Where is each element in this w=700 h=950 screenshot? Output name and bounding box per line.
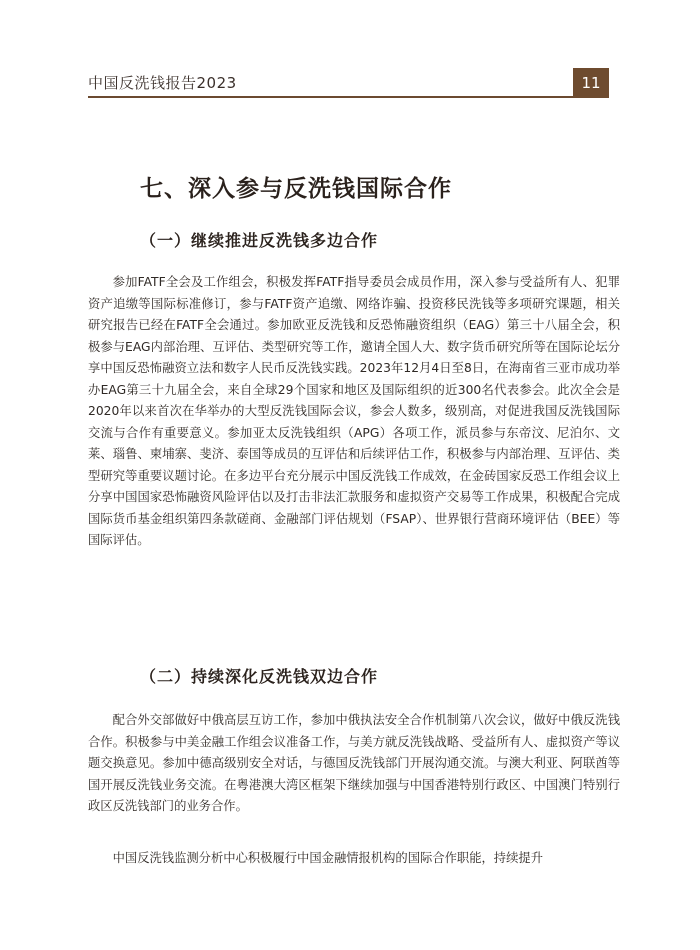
paragraph-fiu-cooperation: 中国反洗钱监测分析中心积极履行中国金融情报机构的国际合作职能，持续提升: [112, 851, 543, 865]
paragraph-multilateral: 参加FATF全会及工作组会，积极发挥FATF指导委员会成员作用，深入参与受益所有人、犯罪资产追缴等国际标准修订，参与FATF资产追缴、网络诈骗、投资移民洗钱等多项研究课题，相关研究报告已经在FATF全会通过。参加欧亚反洗钱和反恐怖融资组织（EAG）第三十八届全会，积极参与EAG内部治理、互评估、类型研究等工作，邀请全国人大、数字货币研究所等在国际论坛分享中国反恐怖融资立法和数字人民币反洗钱实践。2023年12月4日至8日，在海南省三亚市成功举办EAG第三十九届全会，来自全球29个国家和地区及国际组织的近300名代表参会。此次全会是2020年以来首次在华举办的大型反洗钱国际会议，参会人数多，级别高，对促进我国反洗钱国际交流与合作有重要意义。参加亚太反洗钱组织（APG）各项工作，派员参与东帝汶、尼泊尔、文莱、瑙鲁、柬埔寨、斐济、泰国等成员的互评估和后续评估工作，积极参与内部治理、互评估、类型研究等重要议题讨论。在多边平台充分展示中国反洗钱工作成效，在金砖国家反恐工作组会议上分享中国国家恐怖融资风险评估以及打击非法汇款服务和虚拟资产交易等工作成果，积极配合完成国际货币基金组织第四条款磋商、金融部门评估规划（FSAP）、世界银行营商环境评估（BEE）等国际评估。: [88, 275, 620, 547]
section-heading-bilateral: （二）持续深化反洗钱双边合作: [140, 667, 379, 686]
header-divider: [88, 96, 606, 98]
section-heading-multilateral: （一）继续推进反洗钱多边合作: [140, 231, 379, 250]
chapter-title: 七、深入参与反洗钱国际合作: [140, 176, 452, 202]
page-header: [0, 0, 700, 104]
paragraph-bilateral: 配合外交部做好中俄高层互访工作，参加中俄执法安全合作机制第八次会议，做好中俄反洗钱合作。积极参与中美金融工作组会议准备工作，与美方就反洗钱战略、受益所有人、虚拟资产等议题交换意见。参加中德高级别安全对话，与德国反洗钱部门开展沟通交流。与澳大利亚、阿联酋等国开展反洗钱业务交流。在粤港澳大湾区框架下继续加强与中国香港特别行政区、中国澳门特别行政区反洗钱部门的业务合作。: [88, 713, 620, 813]
page-number-badge: 11: [573, 68, 609, 98]
report-title: 中国反洗钱报告2023: [88, 74, 237, 92]
